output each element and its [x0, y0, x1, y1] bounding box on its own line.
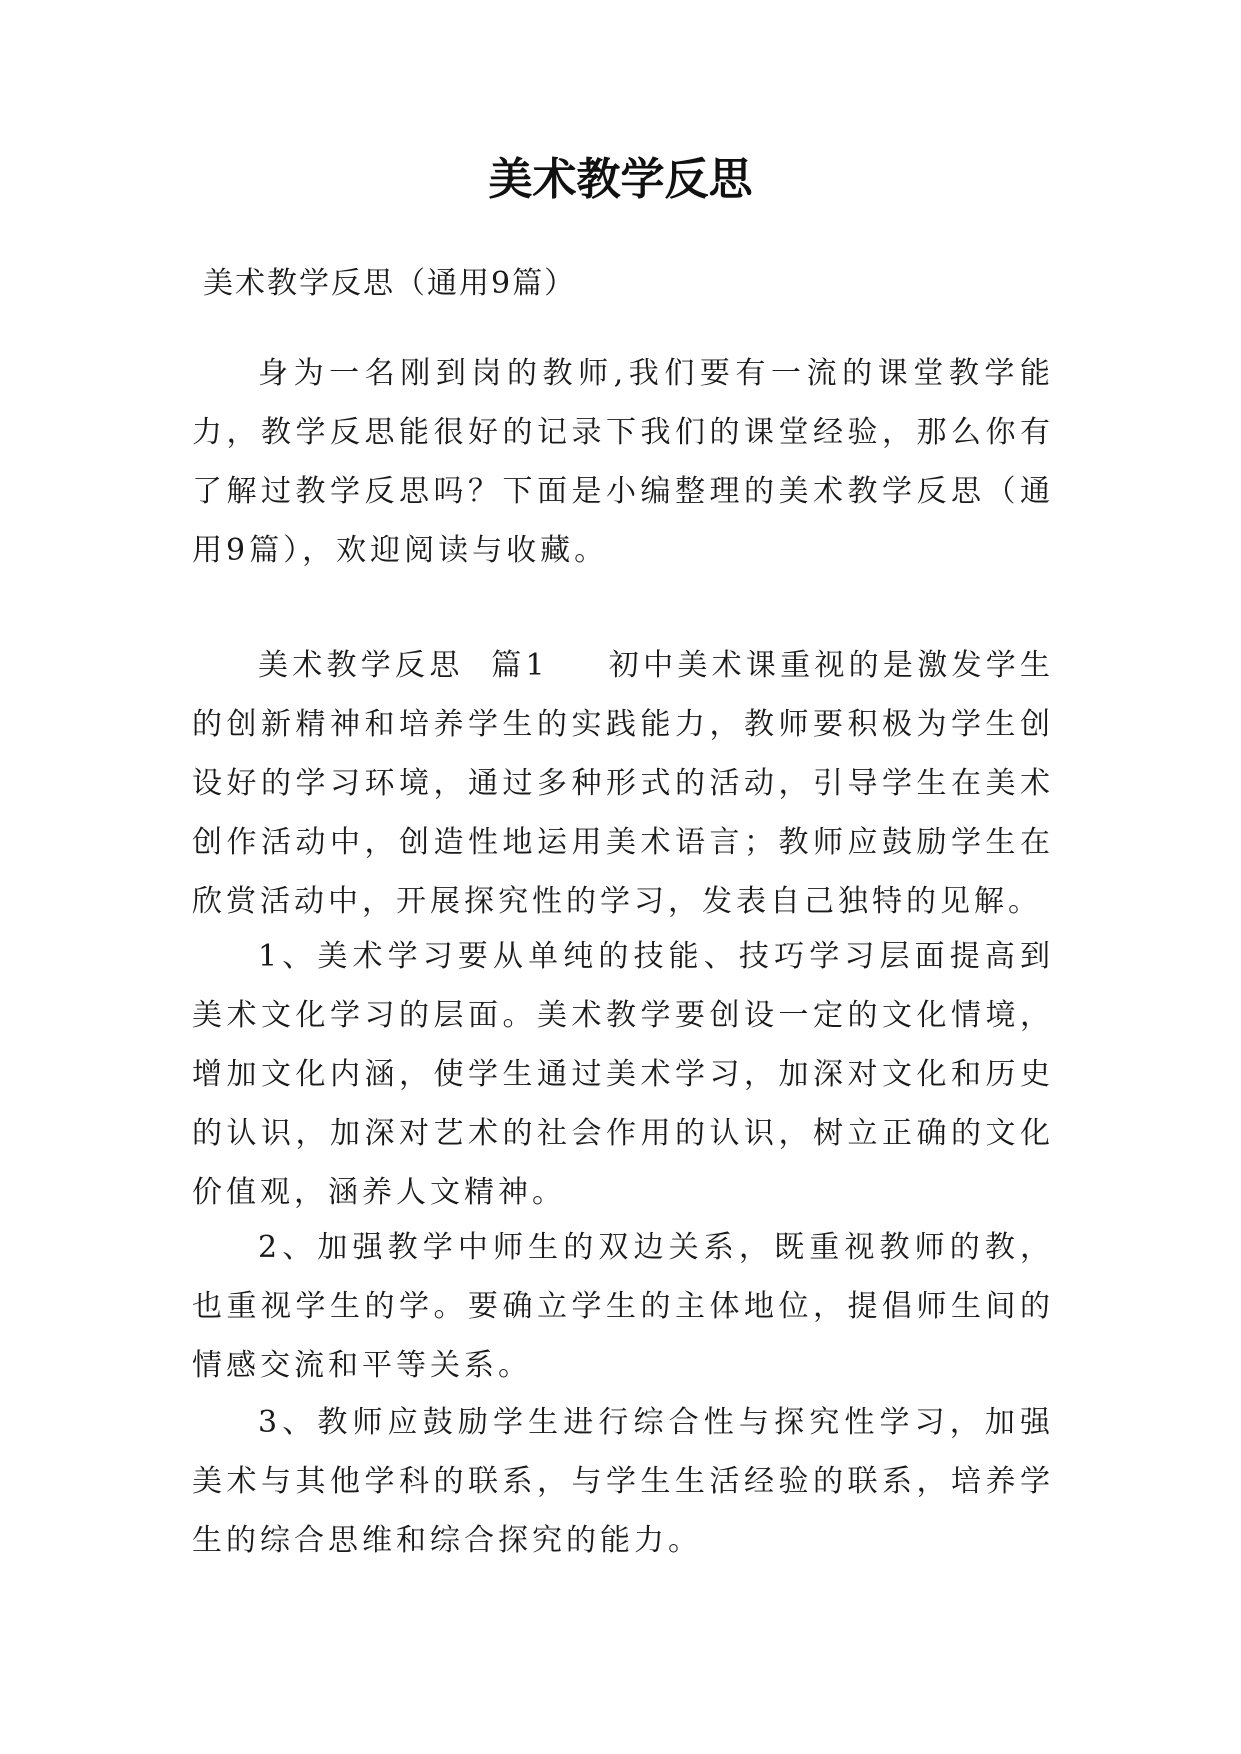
document-title: 美术教学反思	[488, 154, 753, 205]
section-1-paragraph	[192, 636, 1054, 931]
section-1-heading: 美术教学反思 篇1	[258, 648, 549, 683]
intro-paragraph: 身为一名刚到岗的教师,我们要有一流的课堂教学能力，教学反思能很好的记录下我们的课堂经验，那么你有了解过教学反思吗？下面是小编整理的美术教学反思（通用9篇），欢迎阅读与收藏。	[192, 356, 1054, 568]
document-subtitle: 美术教学反思（通用9篇）	[203, 266, 577, 301]
list-item: 3、教师应鼓励学生进行综合性与探究性学习，加强美术与其他学科的联系，与学生生活经验的联系，培养学生的综合思维和综合探究的能力。	[192, 1405, 1054, 1558]
section-1-body: 初中美术课重视的是激发学生的创新精神和培养学生的实践能力，教师要积极为学生创设好的学习环境，通过多种形式的活动，引导学生在美术创作活动中，创造性地运用美术语言；教师应鼓励学生在欣赏活动中，开展探究性的学习，发表自己独特的见解。	[192, 648, 1054, 919]
list-item: 1、美术学习要从单纯的技能、技巧学习层面提高到美术文化学习的层面。美术教学要创设一定的文化情境，增加文化内涵，使学生通过美术学习，加深对文化和历史的认识，加深对艺术的社会作用的认识，树立正确的文化价值观，涵养人文精神。	[192, 939, 1054, 1210]
list-item: 2、加强教学中师生的双边关系，既重视教师的教，也重视学生的学。要确立学生的主体地位，提倡师生间的情感交流和平等关系。	[192, 1230, 1054, 1383]
